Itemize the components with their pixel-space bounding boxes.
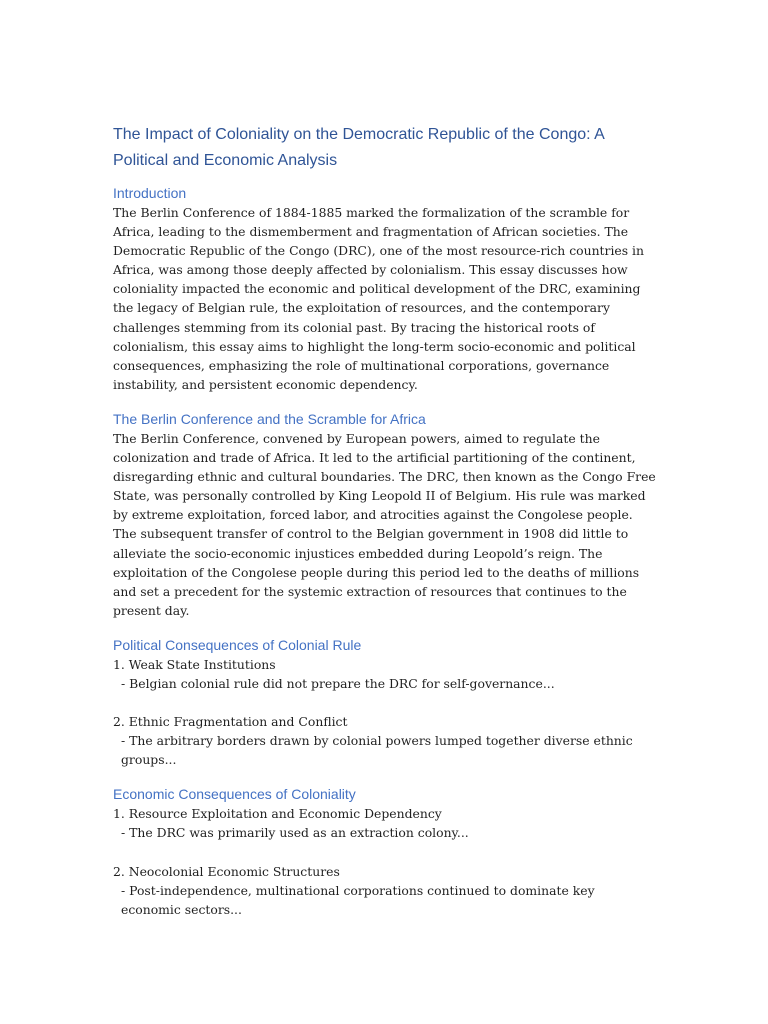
berlin-section xyxy=(113,409,658,620)
introduction-heading: Introduction xyxy=(113,185,187,201)
berlin-body: The Berlin Conference, convened by European powers, aimed to regulate the colonization and trade of Africa. It led to the artificial partitioning of the continent, disregarding ethnic and cultural boundaries. The DRC, then known as the Congo Free State, was personally controlled by King Leopold II of Belgium. His rule was marked by extreme exploitation, forced labor, and atrocities against the Congolese people. The subsequent transfer of control to the Belgian government in 1908 did little to alleviate the socio-economic injustices embedded during Leopold’s reign. The exploitation of the Congolese people during this period led to the deaths of millions and set a precedent for the systemic extraction of resources that continues to the present day. xyxy=(113,430,656,618)
berlin-heading: The Berlin Conference and the Scramble for Africa xyxy=(113,410,426,427)
list-item-detail: - Post-independence, multinational corporations continued to dominate key economic sectors... xyxy=(121,882,595,917)
political-section xyxy=(113,635,658,769)
introduction-section xyxy=(113,183,658,394)
document-title: The Impact of Coloniality on the Democratic Republic of the Congo: A Political and Economic Analysis xyxy=(113,126,604,169)
list-item-detail: - Belgian colonial rule did not prepare the DRC for self-governance... xyxy=(121,675,555,691)
list-item-detail: - The DRC was primarily used as an extraction colony... xyxy=(121,825,469,841)
document-page xyxy=(113,122,658,934)
list-item-title: 1. Weak State Institutions xyxy=(113,656,276,672)
economic-section xyxy=(113,784,658,918)
list-item-title: 2. Ethnic Fragmentation and Conflict xyxy=(113,714,348,730)
political-heading: Political Consequences of Colonial Rule xyxy=(113,636,362,653)
list-item-title: 2. Neocolonial Economic Structures xyxy=(113,863,340,879)
list-item xyxy=(113,655,658,693)
list-item xyxy=(113,712,658,769)
list-item-title: 1. Resource Exploitation and Economic Dependency xyxy=(113,806,442,822)
introduction-body: The Berlin Conference of 1884-1885 marked the formalization of the scramble for Africa, leading to the dismemberment and fragmentation of African societies. The Democratic Republic of the Congo (DRC), one of the most resource-rich countries in Africa, was among those deeply affected by colonialism. This essay discusses how coloniality impacted the economic and political development of the DRC, examining the legacy of Belgian rule, the exploitation of resources, and the contemporary challenges stemming from its colonial past. By tracing the historical roots of colonialism, this essay aims to highlight the long-term socio-economic and political consequences, emphasizing the role of multinational corporations, governance instability, and persistent economic dependency. xyxy=(113,205,645,392)
economic-heading: Economic Consequences of Coloniality xyxy=(113,786,356,803)
list-item-detail: - The arbitrary borders drawn by colonial powers lumped together diverse ethnic groups... xyxy=(121,733,633,768)
list-item xyxy=(113,862,658,919)
list-item xyxy=(113,804,658,842)
